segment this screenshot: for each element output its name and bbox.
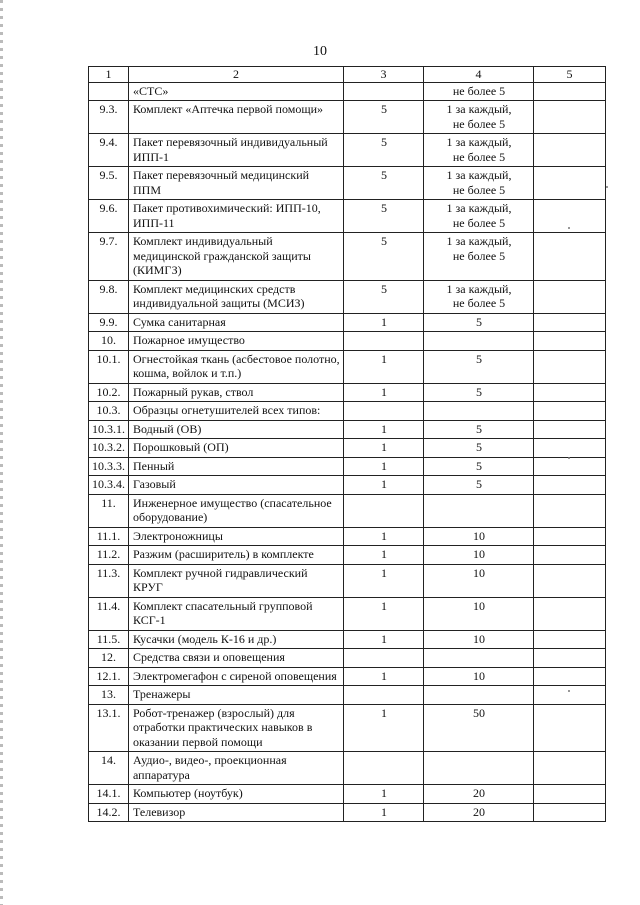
cell-name: Пожарное имущество: [129, 332, 344, 351]
table-row: [89, 803, 606, 822]
cell-quantity: 5: [344, 101, 424, 134]
cell-number: 10.3.1.: [89, 420, 129, 439]
cell-norm: 5: [424, 350, 534, 383]
cell-norm: 1 за каждый, не более 5: [424, 200, 534, 233]
cell-quantity: 1: [344, 803, 424, 822]
header-col-4: 4: [424, 67, 534, 83]
scan-speck: [568, 227, 570, 229]
cell-number: 9.8.: [89, 280, 129, 313]
cell-name: Пакет противохимический: ИПП-10, ИПП-11: [129, 200, 344, 233]
table-row: [89, 457, 606, 476]
cell-note: [534, 134, 606, 167]
cell-number: 10.2.: [89, 383, 129, 402]
cell-note: [534, 402, 606, 421]
cell-name: Компьютер (ноутбук): [129, 785, 344, 804]
cell-note: [534, 350, 606, 383]
table-row: [89, 420, 606, 439]
table-row: [89, 527, 606, 546]
cell-norm: 10: [424, 546, 534, 565]
cell-note: [534, 420, 606, 439]
cell-name: Средства связи и оповещения: [129, 649, 344, 668]
cell-quantity: 5: [344, 134, 424, 167]
table-body: [89, 82, 606, 822]
scan-speck: [606, 186, 608, 188]
cell-number: 11.2.: [89, 546, 129, 565]
table-row: [89, 649, 606, 668]
cell-quantity: [344, 332, 424, 351]
cell-name: Кусачки (модель К-16 и др.): [129, 630, 344, 649]
cell-norm: 5: [424, 439, 534, 458]
cell-note: [534, 597, 606, 630]
header-col-2: 2: [129, 67, 344, 83]
cell-name: Комплект спасательный групповой КСГ-1: [129, 597, 344, 630]
cell-note: [534, 527, 606, 546]
cell-number: 10.3.: [89, 402, 129, 421]
cell-name: Огнестойкая ткань (асбестовое полотно, кошма, войлок и т.п.): [129, 350, 344, 383]
cell-name: Инженерное имущество (спасательное оборудование): [129, 494, 344, 527]
cell-quantity: 1: [344, 564, 424, 597]
cell-note: [534, 476, 606, 495]
cell-quantity: 1: [344, 704, 424, 752]
table-row: [89, 564, 606, 597]
cell-note: [534, 313, 606, 332]
cell-name: Комплект «Аптечка первой помощи»: [129, 101, 344, 134]
cell-norm: 1 за каждый, не более 5: [424, 167, 534, 200]
cell-quantity: 1: [344, 546, 424, 565]
cell-name: Пенный: [129, 457, 344, 476]
table-row: [89, 280, 606, 313]
table-row: [89, 494, 606, 527]
cell-note: [534, 704, 606, 752]
cell-number: 9.9.: [89, 313, 129, 332]
cell-note: [534, 630, 606, 649]
cell-name: Порошковый (ОП): [129, 439, 344, 458]
cell-norm: 1 за каждый, не более 5: [424, 134, 534, 167]
cell-quantity: 1: [344, 597, 424, 630]
table-row: [89, 439, 606, 458]
table-row: [89, 313, 606, 332]
cell-name: Телевизор: [129, 803, 344, 822]
cell-norm: [424, 494, 534, 527]
cell-quantity: 1: [344, 476, 424, 495]
cell-note: [534, 383, 606, 402]
cell-norm: не более 5: [424, 82, 534, 101]
cell-number: 9.3.: [89, 101, 129, 134]
table-row: [89, 546, 606, 565]
cell-quantity: [344, 82, 424, 101]
cell-norm: [424, 649, 534, 668]
cell-name: Робот-тренажер (взрослый) для отработки практических навыков в оказании первой помощи: [129, 704, 344, 752]
cell-note: [534, 564, 606, 597]
table-row: [89, 630, 606, 649]
cell-norm: [424, 402, 534, 421]
cell-number: [89, 82, 129, 101]
cell-quantity: 5: [344, 233, 424, 281]
cell-quantity: [344, 686, 424, 705]
table-row: [89, 200, 606, 233]
header-col-3: 3: [344, 67, 424, 83]
table-row: [89, 667, 606, 686]
header-col-5: 5: [534, 67, 606, 83]
cell-name: Электромегафон с сиреной оповещения: [129, 667, 344, 686]
cell-name: Комплект медицинских средств индивидуальной защиты (МСИЗ): [129, 280, 344, 313]
cell-name: Водный (ОВ): [129, 420, 344, 439]
scan-speck: [568, 690, 570, 692]
table-row: [89, 597, 606, 630]
cell-name: Разжим (расширитель) в комплекте: [129, 546, 344, 565]
cell-note: [534, 546, 606, 565]
table-row: [89, 167, 606, 200]
cell-norm: 5: [424, 457, 534, 476]
cell-number: 12.: [89, 649, 129, 668]
cell-name: Электроножницы: [129, 527, 344, 546]
cell-note: [534, 167, 606, 200]
cell-name: Образцы огнетушителей всех типов:: [129, 402, 344, 421]
cell-quantity: 1: [344, 527, 424, 546]
cell-number: 14.2.: [89, 803, 129, 822]
cell-norm: 1 за каждый, не более 5: [424, 280, 534, 313]
cell-note: [534, 803, 606, 822]
cell-norm: 10: [424, 564, 534, 597]
table-row: [89, 752, 606, 785]
cell-note: [534, 667, 606, 686]
cell-number: 9.4.: [89, 134, 129, 167]
table-row: [89, 350, 606, 383]
cell-number: 13.: [89, 686, 129, 705]
cell-quantity: 1: [344, 383, 424, 402]
cell-note: [534, 686, 606, 705]
cell-norm: 10: [424, 630, 534, 649]
cell-number: 13.1.: [89, 704, 129, 752]
table-row: [89, 101, 606, 134]
cell-note: [534, 233, 606, 281]
cell-quantity: [344, 402, 424, 421]
cell-number: 12.1.: [89, 667, 129, 686]
cell-name: Пакет перевязочный индивидуальный ИПП-1: [129, 134, 344, 167]
scan-speck: [568, 457, 570, 459]
cell-number: 9.6.: [89, 200, 129, 233]
cell-note: [534, 439, 606, 458]
cell-norm: 20: [424, 785, 534, 804]
table-header-row: [89, 67, 606, 83]
table-row: [89, 233, 606, 281]
cell-quantity: 1: [344, 350, 424, 383]
cell-number: 14.1.: [89, 785, 129, 804]
table-row: [89, 82, 606, 101]
cell-name: «СТС»: [129, 82, 344, 101]
cell-number: 11.5.: [89, 630, 129, 649]
table-row: [89, 785, 606, 804]
cell-norm: 1 за каждый, не более 5: [424, 101, 534, 134]
cell-norm: [424, 686, 534, 705]
cell-number: 11.4.: [89, 597, 129, 630]
cell-norm: 50: [424, 704, 534, 752]
cell-number: 14.: [89, 752, 129, 785]
cell-note: [534, 785, 606, 804]
cell-note: [534, 101, 606, 134]
cell-norm: 5: [424, 313, 534, 332]
cell-quantity: 5: [344, 167, 424, 200]
page-number: 10: [313, 44, 327, 59]
cell-name: Газовый: [129, 476, 344, 495]
cell-name: Аудио-, видео-, проекционная аппаратура: [129, 752, 344, 785]
cell-number: 10.3.2.: [89, 439, 129, 458]
cell-note: [534, 280, 606, 313]
table-row: [89, 402, 606, 421]
cell-name: Комплект ручной гидравлический КРУГ: [129, 564, 344, 597]
cell-quantity: [344, 752, 424, 785]
cell-quantity: 1: [344, 630, 424, 649]
cell-number: 10.1.: [89, 350, 129, 383]
table-row: [89, 476, 606, 495]
cell-norm: 5: [424, 476, 534, 495]
cell-note: [534, 752, 606, 785]
cell-name: Комплект индивидуальный медицинской гражданской защиты (КИМГЗ): [129, 233, 344, 281]
cell-note: [534, 82, 606, 101]
cell-note: [534, 649, 606, 668]
cell-quantity: 5: [344, 200, 424, 233]
cell-number: 10.: [89, 332, 129, 351]
equipment-table: [88, 66, 606, 822]
cell-number: 9.7.: [89, 233, 129, 281]
cell-quantity: 1: [344, 439, 424, 458]
cell-quantity: [344, 494, 424, 527]
cell-quantity: 1: [344, 457, 424, 476]
cell-number: 9.5.: [89, 167, 129, 200]
cell-number: 10.3.4.: [89, 476, 129, 495]
cell-note: [534, 457, 606, 476]
cell-norm: 10: [424, 597, 534, 630]
cell-norm: [424, 752, 534, 785]
cell-norm: 10: [424, 527, 534, 546]
cell-name: Тренажеры: [129, 686, 344, 705]
cell-name: Пожарный рукав, ствол: [129, 383, 344, 402]
cell-norm: 10: [424, 667, 534, 686]
cell-norm: 20: [424, 803, 534, 822]
cell-name: Сумка санитарная: [129, 313, 344, 332]
cell-note: [534, 332, 606, 351]
cell-number: 11.3.: [89, 564, 129, 597]
table-row: [89, 704, 606, 752]
cell-quantity: 5: [344, 280, 424, 313]
cell-note: [534, 494, 606, 527]
scan-edge: [0, 0, 3, 905]
cell-quantity: 1: [344, 667, 424, 686]
table-row: [89, 383, 606, 402]
cell-number: 11.1.: [89, 527, 129, 546]
cell-norm: 5: [424, 383, 534, 402]
cell-quantity: 1: [344, 313, 424, 332]
table-row: [89, 686, 606, 705]
cell-name: Пакет перевязочный медицинский ППМ: [129, 167, 344, 200]
table-row: [89, 134, 606, 167]
table-row: [89, 332, 606, 351]
cell-quantity: 1: [344, 785, 424, 804]
header-col-1: 1: [89, 67, 129, 83]
cell-quantity: 1: [344, 420, 424, 439]
cell-norm: 1 за каждый, не более 5: [424, 233, 534, 281]
cell-quantity: [344, 649, 424, 668]
cell-norm: [424, 332, 534, 351]
cell-number: 10.3.3.: [89, 457, 129, 476]
cell-number: 11.: [89, 494, 129, 527]
cell-norm: 5: [424, 420, 534, 439]
